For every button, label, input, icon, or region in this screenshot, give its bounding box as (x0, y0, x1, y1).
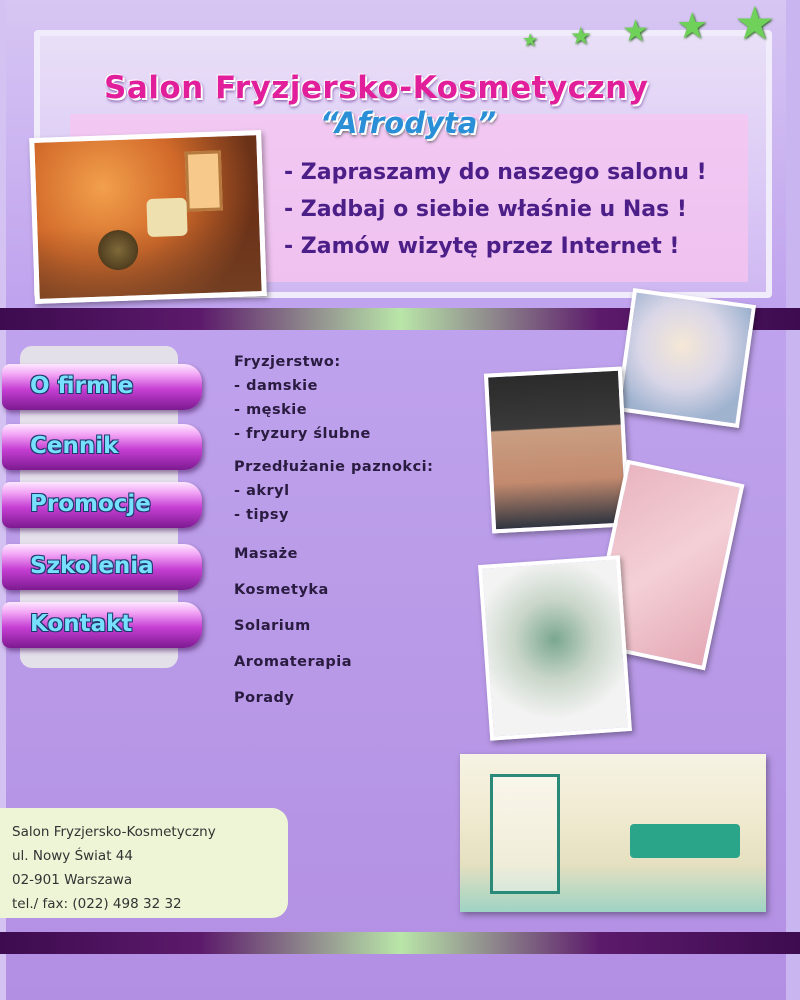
stars-decoration (518, 0, 800, 60)
contact-city: 02-901 Warszawa (12, 872, 133, 888)
service-item: Masaże (234, 546, 298, 562)
service-item: Porady (234, 690, 295, 706)
slogan-list (284, 154, 744, 265)
star-icon: ★ (622, 14, 649, 49)
service-item: - fryzury ślubne (234, 426, 371, 442)
divider-stripe-bottom (0, 932, 800, 954)
service-heading: Fryzjerstwo: (234, 354, 341, 370)
star-icon: ★ (570, 22, 592, 50)
nav-button-label: Szkolenia (30, 553, 154, 579)
service-item: Solarium (234, 618, 311, 634)
services-list (234, 350, 514, 716)
hair-services (234, 350, 514, 446)
treatment-bed-shape (630, 824, 740, 858)
nav-button-promocje[interactable] (2, 482, 202, 528)
service-item: Kosmetyka (234, 582, 329, 598)
nav-button-label: O firmie (30, 373, 134, 399)
chair-shape (146, 198, 187, 237)
cosmetic-room-photo (460, 754, 766, 912)
facial-mask-photo (478, 555, 632, 740)
nav-button-o-firmie[interactable] (2, 364, 202, 410)
slogan-item: - Zamów wizytę przez Internet ! (284, 234, 680, 259)
nail-services (234, 455, 514, 527)
male-haircut-photo (484, 366, 630, 533)
nav-button-kontakt[interactable] (2, 602, 202, 648)
service-item: - tipsy (234, 507, 289, 523)
service-heading: Przedłużanie paznokci: (234, 459, 434, 475)
contact-street: ul. Nowy Świat 44 (12, 848, 133, 864)
contact-box (0, 808, 288, 918)
contact-name: Salon Fryzjersko-Kosmetyczny (12, 824, 216, 840)
nav-button-label: Kontakt (30, 611, 133, 637)
blonde-hair-photo (616, 288, 756, 428)
service-item: - akryl (234, 483, 290, 499)
nav-button-cennik[interactable] (2, 424, 202, 470)
star-icon: ★ (676, 6, 709, 47)
nav-button-szkolenia[interactable] (2, 544, 202, 590)
salon-interior-photo (29, 130, 267, 304)
star-icon: ★ (734, 0, 776, 50)
service-item: Aromaterapia (234, 654, 353, 670)
plant-shape (97, 229, 138, 270)
mirror-shape (185, 150, 223, 211)
contact-phone: tel./ fax: (022) 498 32 32 (12, 896, 182, 912)
site-title: Salon Fryzjersko-Kosmetyczny (104, 70, 649, 106)
nav-button-label: Cennik (30, 433, 119, 459)
service-item: - męskie (234, 402, 308, 418)
slogan-item: - Zapraszamy do naszego salonu ! (284, 160, 707, 185)
slogan-item: - Zadbaj o siebie właśnie u Nas ! (284, 197, 687, 222)
shelf-shape (490, 774, 560, 894)
service-item: - damskie (234, 378, 318, 394)
nav-button-label: Promocje (30, 491, 151, 517)
site-subtitle: “Afrodyta” (320, 106, 496, 140)
star-icon: ★ (522, 30, 539, 51)
